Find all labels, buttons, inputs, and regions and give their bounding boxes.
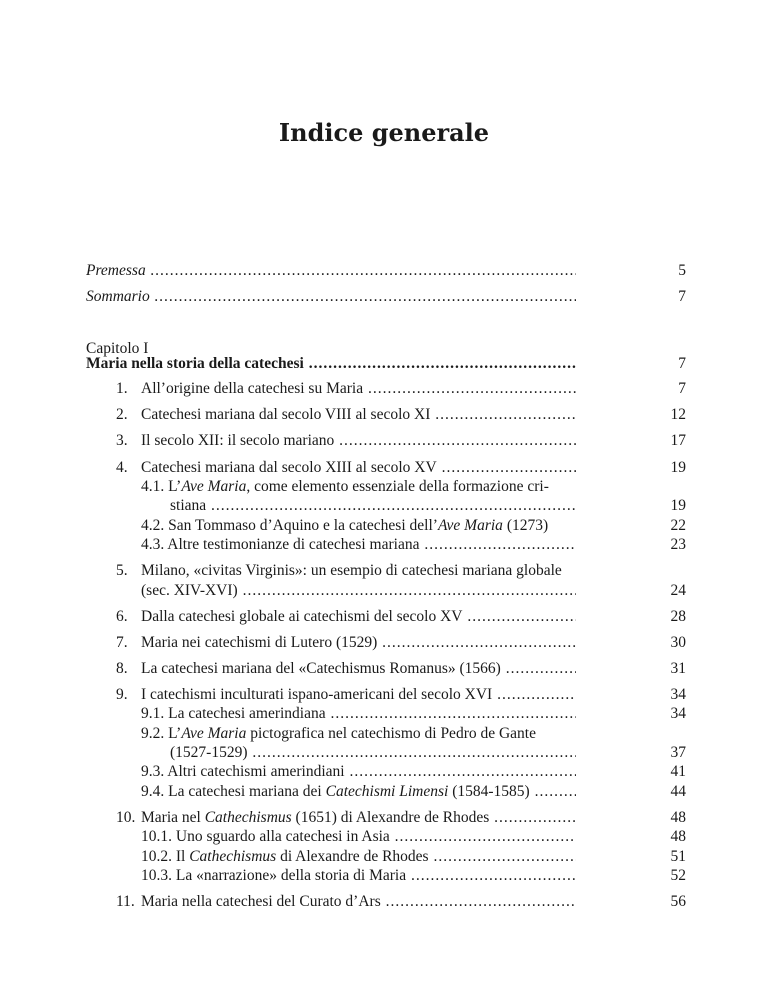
entry-label-pre: Maria nel	[141, 809, 205, 826]
page-number: 7	[678, 380, 686, 397]
section-number: 10.2.	[141, 848, 172, 865]
entry-label-pre: San Tommaso d’Aquino e la catechesi dell’	[168, 517, 438, 534]
entry-label: La catechesi mariana del «Catechismus Romanus» (1566)	[141, 660, 501, 677]
section-number: 9.2.	[141, 725, 165, 742]
entry-label: Catechesi mariana dal secolo XIII al secolo XV	[141, 459, 437, 476]
entry-label-italic: Ave Maria	[437, 517, 503, 534]
page-number: 23	[670, 536, 686, 553]
entry-label-italic: Catechismi Limensi	[325, 783, 449, 800]
page-number: 44	[670, 783, 686, 800]
entry-label-post: (1651) di Alexandre de Rhodes	[291, 809, 490, 826]
section-number: 9.4.	[141, 783, 165, 800]
entry-label: Maria nella catechesi del Curato d’Ars	[141, 893, 381, 910]
entry-label: Catechesi mariana dal secolo VIII al secolo XI	[141, 406, 431, 423]
entry-label-post: di Alexandre de Rhodes	[276, 848, 429, 865]
section-number: 4.2.	[141, 517, 165, 534]
entry-label-pre: L’	[168, 478, 182, 495]
page-number: 34	[670, 705, 686, 722]
entry-label-line1: pictografica nel catechismo di Pedro de Gante	[246, 725, 536, 742]
entry-label-pre: La catechesi mariana dei	[168, 783, 326, 800]
page-number: 7	[678, 288, 686, 305]
entry-label: All’origine della catechesi su Maria	[141, 380, 364, 397]
page-number: 7	[678, 355, 686, 372]
section-number: 10.3.	[141, 867, 172, 884]
section-number: 4.3.	[141, 536, 165, 553]
page-number: 51	[670, 848, 686, 865]
entry-label: Maria nei catechismi di Lutero (1529)	[141, 634, 378, 651]
entry-label-post: (1584-1585)	[448, 783, 530, 800]
page-number: 48	[670, 828, 686, 845]
page-number: 48	[670, 809, 686, 826]
page-number: 12	[670, 406, 686, 423]
entry-label-pre: Il	[175, 848, 190, 865]
section-number: 1.	[116, 380, 128, 397]
entry-label-line1: Milano, «civitas Virginis»: un esempio di catechesi mariana globale	[141, 562, 562, 579]
page-number: 22	[670, 517, 686, 534]
section-number: 11.	[116, 893, 135, 910]
entry-label: Dalla catechesi globale ai catechismi del secolo XV	[141, 608, 463, 625]
entry-label-pre: L’	[168, 725, 182, 742]
entry-label: Altre testimonianze di catechesi mariana	[167, 536, 420, 553]
entry-label: Premessa .....	[86, 262, 576, 280]
entry-label: Sommario .....	[86, 288, 576, 306]
section-number: 9.1.	[141, 705, 165, 722]
entry-label: La «narrazione» della storia di Maria	[175, 867, 407, 884]
section-number: 4.	[116, 459, 128, 476]
chapter-title: Maria nella storia della catechesi .....	[86, 355, 576, 373]
chapter-number: Capitolo I	[86, 340, 149, 357]
entry-label-italic: Cathechismus	[204, 809, 292, 826]
section-number: 6.	[116, 608, 128, 625]
entry-label: Uno sguardo alla catechesi in Asia	[175, 828, 390, 845]
entry-label-line1: , come elemento essenziale della formazione cri-	[246, 478, 549, 495]
section-number: 10.	[116, 809, 136, 826]
page-number: 19	[670, 497, 686, 514]
page-number: 41	[670, 763, 686, 780]
entry-label: Altri catechismi amerindiani	[167, 763, 345, 780]
page-number: 24	[670, 582, 686, 599]
page-number: 19	[670, 459, 686, 476]
entry-label-post: (1273)	[502, 517, 549, 534]
entry-label-italic: Cathechismus	[189, 848, 277, 865]
entry-label: La catechesi amerindiana	[168, 705, 326, 722]
page-number: 56	[670, 893, 686, 910]
section-number: 9.	[116, 686, 128, 703]
section-number: 4.1.	[141, 478, 165, 495]
entry-label: I catechismi inculturati ispano-americani del secolo XVI	[141, 686, 493, 703]
section-number: 2.	[116, 406, 128, 423]
section-number: 5.	[116, 562, 128, 579]
section-number: 10.1.	[141, 828, 172, 845]
section-number: 9.3.	[141, 763, 165, 780]
page-title: Indice generale	[278, 118, 490, 147]
page-number: 34	[670, 686, 686, 703]
entry-label-line2: stiana .....	[170, 497, 576, 515]
page-number: 52	[670, 867, 686, 884]
entry-label-italic: Ave Maria	[181, 478, 247, 495]
section-number: 3.	[116, 432, 128, 449]
page-number: 31	[670, 660, 686, 677]
entry-label-line2: (sec. XIV-XVI) .....	[141, 582, 576, 600]
section-number: 7.	[116, 634, 128, 651]
entry-label-italic: Ave Maria	[181, 725, 247, 742]
page-number: 17	[670, 432, 686, 449]
page-number: 5	[678, 262, 686, 279]
page-number: 30	[670, 634, 686, 651]
section-number: 8.	[116, 660, 128, 677]
entry-label-line2: (1527-1529) .....	[170, 744, 576, 762]
page-number: 28	[670, 608, 686, 625]
page-number: 37	[670, 744, 686, 761]
entry-label: Il secolo XII: il secolo mariano	[141, 432, 335, 449]
